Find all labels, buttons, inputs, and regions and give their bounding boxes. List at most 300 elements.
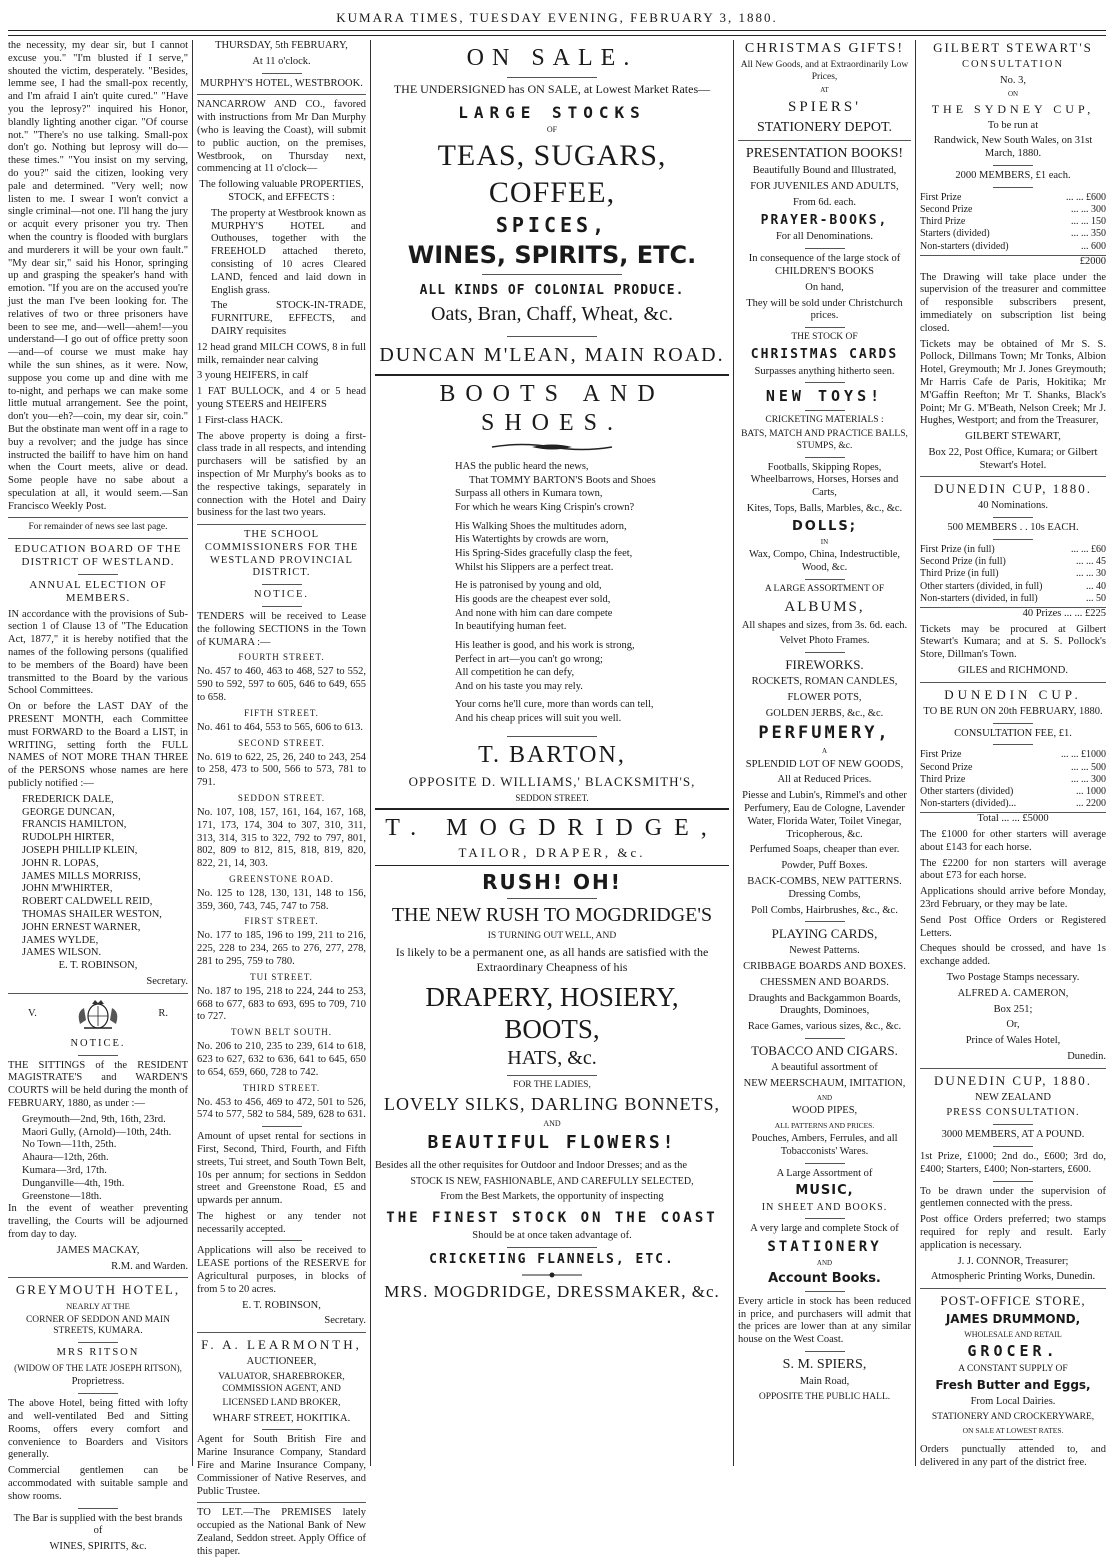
prize-value: ... 1000 bbox=[1076, 785, 1106, 797]
upset-text: Amount of upset rental for sections in First, Second, Third, Fourth, and Fifth streets, Tui street, and South Town Belt, 10s per annum; for sections in Seddon street and Greenstone Road, £5 and upwards per annum. bbox=[197, 1131, 366, 1207]
prize-value: ... ... £1000 bbox=[1061, 749, 1106, 761]
new-toys: NEW TOYS! bbox=[765, 387, 884, 406]
shapes-text: All shapes and sizes, from 3s. 6d. each. bbox=[741, 619, 908, 631]
prize-table bbox=[920, 749, 1106, 810]
prayer-books: PRAYER-BOOKS, bbox=[760, 212, 889, 228]
property-text: The property at Westbrook known as MURPHY'S HOTEL and Outhouses, together with the FREEHOLD attached thereto, consisting of 10 acres Cleared LAND, fenced and laid down in English grass. bbox=[211, 207, 366, 296]
dunedin-cup: DUNEDIN CUP, 1880. bbox=[933, 481, 1093, 497]
poem-line: For which he wears King Crispin's crown? bbox=[455, 502, 635, 514]
school-title: THE SCHOOL COMMISSIONERS FOR THE WESTLAND PROVINCIAL DISTRICT. bbox=[204, 529, 359, 579]
rush-oh: RUSH! OH! bbox=[482, 869, 622, 894]
wines-heading: WINES, SPIRITS, ETC. bbox=[407, 240, 697, 269]
sittings-text: THE SITTINGS of the RESIDENT MAGISTRATE'S and WARDEN'S COURTS will be held during the month of FEBRUARY, 1880, as under :— bbox=[8, 1059, 188, 1109]
prize-value: ... ... 30 bbox=[1076, 568, 1106, 580]
public-hall: OPPOSITE THE PUBLIC HALL. bbox=[758, 1391, 891, 1402]
tailor-draper: TAILOR, DRAPER, &c. bbox=[458, 845, 646, 861]
dolls-heading: DOLLS; bbox=[792, 518, 857, 534]
pouches-text: Pouches, Ambers, Ferrules, and all Tobacconists' Wares. bbox=[751, 1133, 898, 1157]
prize-label: Other starters (divided) bbox=[920, 785, 1014, 797]
prize-label: Non-starters (divided) bbox=[920, 240, 1009, 252]
highest-text: The highest or any tender not necessarily accepted. bbox=[197, 1210, 366, 1235]
bound-text: Beautifully Bound and Illustrated, bbox=[752, 165, 897, 177]
column-1 bbox=[8, 40, 188, 1553]
poem-stanza bbox=[455, 520, 729, 575]
average2-text: The £2200 for non starters will average about £73 for each horse. bbox=[920, 857, 1106, 882]
all-patterns: ALL PATTERNS AND PRICES. bbox=[774, 1120, 875, 1130]
column-5 bbox=[920, 40, 1106, 1469]
prize-value: ... ... 150 bbox=[1071, 216, 1106, 228]
stationery-heading: STATIONERY bbox=[767, 1239, 882, 1256]
press-consultation: PRESS CONSULTATION. bbox=[946, 1107, 1080, 1119]
street-list bbox=[197, 652, 366, 1122]
sold-text: They will be sold under Christchurch prices. bbox=[746, 297, 903, 322]
prince-hotel: Prince of Wales Hotel, bbox=[965, 1035, 1061, 1047]
presentation-books: PRESENTATION BOOKS! bbox=[745, 146, 904, 162]
prize-label: First Prize (in full) bbox=[920, 543, 995, 555]
on-label: ON bbox=[1007, 90, 1019, 99]
stationery-depot: STATIONERY DEPOT. bbox=[757, 120, 892, 136]
spiers-name: SPIERS' bbox=[788, 98, 861, 115]
robinson-title: Secretary. bbox=[324, 1315, 366, 1327]
hotel-body-2: Commercial gentlemen can be accommodated with suitable sample and show rooms. bbox=[8, 1465, 188, 1502]
turning-out: IS TURNING OUT WELL, AND bbox=[487, 930, 617, 941]
undersigned-text: THE UNDERSIGNED has ON SALE, at Lowest Market Rates— bbox=[393, 82, 711, 97]
stock-text: The STOCK-IN-TRADE, FURNITURE, EFFECTS, and DAIRY requisites bbox=[211, 300, 366, 337]
street-name: FIRST STREET. bbox=[244, 916, 319, 927]
poem-line: His leather is good, and his work is strong, bbox=[455, 639, 635, 651]
poem-line: His Spring-Sides gracefully clasp the feet, bbox=[455, 548, 633, 560]
prize-label: First Prize bbox=[920, 749, 962, 761]
poem-stanza bbox=[455, 698, 729, 725]
likely-text: Is likely to be a permanent one, as all hands are satisfied with the Extraordinary Cheapness of his bbox=[395, 945, 709, 974]
poem-line: His Watertights by crowds are worn, bbox=[455, 534, 609, 546]
soap-text: Perfumed Soaps, cheaper than ever. bbox=[749, 844, 900, 856]
drawing-text: The Drawing will take place under the supervision of the treasurer and committee of responsible subscribers present, immediately on subscription list being closed. bbox=[920, 271, 1106, 334]
lowest-rates: ON SALE AT LOWEST RATES. bbox=[962, 1426, 1064, 1436]
oats-heading: Oats, Bran, Chaff, Wheat, &c. bbox=[431, 302, 673, 325]
boots-heading: BOOTS AND SHOES. bbox=[439, 380, 665, 436]
in-label: IN bbox=[820, 537, 829, 546]
chessmen-text: CHESSMEN AND BOARDS. bbox=[760, 976, 889, 988]
seddon-street: SEDDON STREET. bbox=[515, 792, 589, 803]
connor-name: J. J. CONNOR, Treasurer; bbox=[957, 1255, 1069, 1267]
every-article: Every article in stock has been reduced in price, and purchasers will admit that the prices are lower than at any similar house on the West Coast. bbox=[738, 1295, 911, 1346]
stamps-text: Two Postage Stamps necessary. bbox=[946, 972, 1080, 984]
tickets2-text: Tickets may be procured at Gilbert Stewart's Kumara; and at S. S. Pollock's Store, Dillman's Town. bbox=[920, 623, 1106, 661]
hack-text: 1 First-class HACK. bbox=[197, 414, 284, 426]
street-name: THIRD STREET. bbox=[242, 1082, 321, 1093]
box251: Box 251; bbox=[993, 1003, 1033, 1015]
consultation-fee: CONSULTATION FEE, £1. bbox=[954, 727, 1072, 739]
table-row bbox=[920, 774, 1106, 786]
or-label: Or, bbox=[1006, 1019, 1020, 1031]
to-let-text: TO LET.—The PREMISES lately occupied as the National Bank of New Zealand, Seddon street. Apply Office of this paper. bbox=[197, 1507, 366, 1557]
butter-eggs: Fresh Butter and Eggs, bbox=[935, 1378, 1091, 1393]
ornament-icon bbox=[492, 442, 612, 452]
court-places bbox=[8, 1114, 188, 1204]
learmonth-name: F. A. LEARMONTH, bbox=[201, 1337, 362, 1353]
poem-line: Your corns he'll cure, more than words can tell, bbox=[455, 699, 654, 711]
cricketing-flannels: CRICKETING FLANNELS, ETC. bbox=[429, 1251, 675, 1267]
grocer-heading: GROCER. bbox=[967, 1342, 1059, 1361]
robinson-name: E. T. ROBINSON, bbox=[242, 1299, 321, 1311]
nz-label: NEW ZEALAND bbox=[975, 1091, 1051, 1103]
dunedin-cup-3: DUNEDIN CUP, 1880. bbox=[933, 1072, 1093, 1088]
street-sections: No. 453 to 456, 469 to 472, 501 to 526, 574 to 577, 582 to 584, 589, 628 to 631. bbox=[197, 1096, 366, 1121]
cricketing-materials: CRICKETING MATERIALS : bbox=[765, 414, 884, 425]
teas-heading: TEAS, SUGARS, COFFEE, bbox=[437, 139, 667, 209]
poem bbox=[375, 460, 729, 726]
prize-value: ... 2200 bbox=[1076, 798, 1106, 810]
notice-heading: NOTICE. bbox=[70, 1037, 126, 1049]
meerschaum-text: NEW MEERSCHAUM, IMITATION, bbox=[743, 1077, 906, 1089]
auctioneer: AUCTIONEER, bbox=[246, 1356, 317, 1368]
prize-total: £2000 bbox=[920, 255, 1106, 269]
table-row bbox=[920, 762, 1106, 774]
table-row bbox=[920, 228, 1106, 240]
assortment-text: A LARGE ASSORTMENT OF bbox=[764, 583, 885, 594]
education-signature-title: Secretary. bbox=[146, 976, 188, 987]
following-text: The following valuable PROPERTIES, STOCK, and EFFECTS : bbox=[199, 179, 364, 203]
ritson-widow: (WIDOW OF THE LATE JOSEPH RITSON), bbox=[14, 1362, 182, 1373]
sheet-books: IN SHEET AND BOOKS. bbox=[761, 1202, 888, 1214]
candidate-list bbox=[8, 794, 188, 960]
run-at: To be run at bbox=[987, 119, 1039, 131]
no3: No. 3, bbox=[1000, 74, 1026, 86]
randwick: Randwick, New South Wales, on 31st March, 1880. bbox=[933, 135, 1093, 160]
list-item: FRANCIS HAMILTON, bbox=[22, 819, 127, 831]
street-sections: No. 177 to 185, 196 to 199, 211 to 216, 225, 228 to 234, 265 to 276, 277, 278, 281 to 295, 759 to 780. bbox=[197, 930, 366, 968]
all-new: All New Goods, and at Extraordinarily Low Prices, bbox=[740, 60, 909, 82]
velvet-text: Velvet Photo Frames. bbox=[779, 635, 870, 647]
james-drummond: JAMES DRUMMOND, bbox=[945, 1312, 1081, 1327]
table-row bbox=[920, 798, 1106, 810]
prize-total-3: Total ... ... £5000 bbox=[920, 812, 1106, 826]
poem-stanza bbox=[455, 639, 729, 694]
prize-value: ... ... 500 bbox=[1071, 761, 1106, 773]
cheques-text: Cheques should be crossed, and have 1s exchange added. bbox=[920, 943, 1106, 968]
orders-text: Orders punctually attended to, and delivered in any part of the district free. bbox=[920, 1444, 1106, 1469]
silks-bonnets: LOVELY SILKS, DARLING BONNETS, bbox=[383, 1094, 721, 1115]
surpasses: Surpasses anything hitherto seen. bbox=[754, 365, 895, 377]
prize-table bbox=[920, 192, 1106, 253]
stock-new-text: STOCK IS NEW, FASHIONABLE, AND CAREFULLY SELECTED, bbox=[410, 1175, 694, 1187]
constant-supply: A CONSTANT SUPPLY OF bbox=[958, 1363, 1068, 1374]
royal-crest-icon bbox=[70, 998, 126, 1032]
prize-value: ... ... 350 bbox=[1071, 228, 1106, 240]
street-sections: No. 206 to 210, 235 to 239, 614 to 618, 623 to 627, 632 to 636, 641 to 645, 650 to 654, 659, 660, 728 to 742. bbox=[197, 1041, 366, 1078]
forty-prizes: 40 Prizes ... ... £225 bbox=[920, 607, 1106, 621]
poem-line: Surpass all others in Kumara town, bbox=[455, 488, 603, 500]
tickets-text: Tickets may be obtained of Mr S. S. Pollock, Dillmans Town; Mr Tonks, Albion Hotel, Greymouth; Mr J. Jones Greymouth; Mr Harris Cafe de Paris, Hokitika; Mr M'Gaffin Reefton; Mr T. Shanks, Black's Point; Mr G. M'Beath, Nelson Creek; Mr J. Hughes, Westport; and from the Treasurer, bbox=[920, 338, 1106, 427]
large-assortment: A Large Assortment of bbox=[776, 1167, 873, 1179]
street-name: SECOND STREET. bbox=[238, 737, 325, 748]
drapery-heading: DRAPERY, HOSIERY, BOOTS, bbox=[425, 981, 679, 1045]
list-item: Dunganville—4th, 19th. bbox=[22, 1177, 125, 1189]
poem-line: Perfect in art—you can't go wrong; bbox=[455, 653, 603, 665]
hotel-title: GREYMOUTH HOTEL, bbox=[15, 1282, 181, 1298]
prize-value: ... 600 bbox=[1081, 240, 1106, 252]
ritson-name: MRS RITSON bbox=[56, 1346, 140, 1358]
beautiful-text: A beautiful assortment of bbox=[771, 1061, 878, 1073]
prize-label: Starters (divided) bbox=[920, 228, 990, 240]
prize-label: Second Prize (in full) bbox=[920, 556, 1006, 568]
column-4 bbox=[738, 40, 911, 1466]
sm-spiers: S. M. SPIERS, bbox=[782, 1356, 867, 1372]
tenders-text: TENDERS will be received to Lease the following SECTIONS in the Town of KUMARA :— bbox=[197, 611, 366, 648]
masthead-rule bbox=[8, 30, 1106, 31]
markets-text: From the Best Markets, the opportunity of inspecting bbox=[440, 1191, 664, 1203]
poem-stanza bbox=[455, 579, 729, 634]
prize-value: ... ... 300 bbox=[1071, 773, 1106, 785]
albums-heading: ALBUMS, bbox=[784, 599, 865, 616]
list-item: JOHN R. LOPAS, bbox=[22, 857, 99, 869]
playing-cards: PLAYING CARDS, bbox=[771, 926, 878, 942]
hotel-near: NEARLY AT THE bbox=[66, 1301, 130, 1312]
remainder-note: For remainder of news see last page. bbox=[28, 522, 168, 533]
pots-text: FLOWER POTS, bbox=[787, 691, 862, 703]
hotel-corner: CORNER OF SEDDON AND MAIN STREETS, KUMARA. bbox=[25, 1314, 171, 1337]
prize-table bbox=[920, 544, 1106, 605]
poem-line: In beautifying human feet. bbox=[455, 621, 567, 633]
street-name: TOWN BELT SOUTH. bbox=[230, 1027, 333, 1038]
consequence-text: In consequence of the large stock of CHILDREN'S BOOKS bbox=[748, 253, 901, 278]
wharf-street: WHARF STREET, HOKITIKA. bbox=[212, 1412, 351, 1424]
street-name: SEDDON STREET. bbox=[237, 792, 326, 803]
table-row bbox=[920, 568, 1106, 580]
list-item: Greymouth—2nd, 9th, 16th, 23rd. bbox=[22, 1113, 166, 1125]
poem-line: All competition he can defy, bbox=[455, 667, 575, 679]
poll-text: Poll Combs, Hairbrushes, &c., &c. bbox=[751, 904, 898, 916]
new-rush: THE NEW RUSH TO MOGDRIDGE'S bbox=[391, 904, 713, 927]
and-label-2: AND bbox=[816, 1093, 833, 1102]
prize-label: Second Prize bbox=[920, 761, 973, 773]
list-item: GEORGE DUNCAN, bbox=[22, 806, 115, 818]
education-body: IN accordance with the provisions of Sub-section 1 of Clause 13 of "The Education Act, 1877," it is hereby notified that the names of the following persons (qualified to be members of the Board) have been transmitted to the Board by the various School Committees. bbox=[8, 608, 188, 697]
auction-date: THURSDAY, 5th FEBRUARY, bbox=[215, 40, 348, 51]
cows-text: 12 head grand MILCH COWS, 8 in full milk, remainder near calving bbox=[197, 341, 366, 366]
dressmaker: MRS. MOGDRIDGE, DRESSMAKER, &c. bbox=[384, 1281, 720, 1301]
column-2 bbox=[197, 40, 366, 1557]
members-500: 500 MEMBERS . . 10s EACH. bbox=[947, 522, 1079, 534]
list-item: Ahaura—12th, 26th. bbox=[22, 1152, 109, 1164]
agent-text: Agent for South British Fire and Marine Insurance Company, Standard Fire and Marine Insurance Company, Commissioner of Native Reserves, and Public Trustee. bbox=[197, 1434, 366, 1497]
column-divider bbox=[733, 40, 734, 1466]
to-be-run: TO BE RUN ON 20th FEBRUARY, 1880. bbox=[923, 705, 1103, 717]
column-divider bbox=[915, 40, 916, 1466]
christmas-cards: CHRISTMAS CARDS bbox=[750, 346, 899, 362]
postoffice-text: Post office Orders preferred; two stamps required for reply and result. Early application is necessary. bbox=[920, 1214, 1106, 1251]
story-text: the necessity, my dear sir, but I cannot excuse you." "I'm blusted if I serve," shouted the victim, desperately. "Besides, lemme see, I had the small-pox recently, and I'm afraid I ain't quite cured." "Have you the leprosy?" inquired his Honor, blandly lighting another cigar. "Of course not." "There's no use talking. Small-pox don't go. Nothing but leprosy will do—these times." "You insist on my serving, do you?" said the citizen, looking very pale and determined. "Very well; now listen to me. I swear I won't convict a single criminal—not one. I'll hang the jury or acquit every prisoner you try. Then when the country is flooded with burglars and murderers it will be your own fault." "My dear sir," said his Honor, springing up and grasping the speaker's hand with emotion. "If you are on the accused you're just the man I've been looking for. The relatives of two or three prisoners have been to see me, and—well—ahem!—you understand—I go out of office pretty soon—and—of course we must make hay while the sun shines, as it were. Now, suppose you come up and dine with me to-night, and perhaps we can make some little mutual arrangement. See the point, don't you—eh?—coin, my dear sir, coin." But the obstinate man went off in a rage to buy a revolver; and the judge has since instructed the bailiff to have him on hand when the Court meets, alive or dead. Some people have no sabe about a speculation at all, it would seem.—San Francisco Weekly Post. bbox=[8, 40, 188, 512]
auction-time: At 11 o'clock. bbox=[252, 55, 311, 67]
prize-value: ... ... £600 bbox=[1066, 191, 1106, 203]
poem-line: His goods are the cheapest ever sold, bbox=[455, 593, 611, 605]
and-label-3: AND bbox=[816, 1259, 833, 1268]
education-signature: E. T. ROBINSON, bbox=[58, 960, 138, 972]
rockets-text: ROCKETS, ROMAN CANDLES, bbox=[751, 676, 898, 688]
race-text: Race Games, various sizes, &c., &c. bbox=[747, 1021, 902, 1033]
bar-text: The Bar is supplied with the best brands of bbox=[13, 1512, 183, 1537]
table-row bbox=[920, 556, 1106, 568]
complete-text: A very large and complete Stock of bbox=[750, 1223, 899, 1235]
footballs-text: Footballs, Skipping Ropes, Wheelbarrows, Horses, Horses and Carts, bbox=[750, 461, 899, 499]
column-divider bbox=[192, 40, 193, 1466]
fireworks-heading: FIREWORKS. bbox=[785, 657, 864, 673]
on-hand: On hand, bbox=[805, 281, 844, 293]
poem-line: And on his taste you may rely. bbox=[455, 680, 583, 692]
spices-heading: SPICES, bbox=[495, 213, 609, 238]
prize-label: First Prize bbox=[920, 191, 962, 203]
licensed: LICENSED LAND BROKER, bbox=[222, 1398, 341, 1409]
list-item: ROBERT CALDWELL REID, bbox=[22, 896, 153, 908]
list-item: RUDOLPH HIRTER, bbox=[22, 832, 115, 844]
vr-r: R. bbox=[158, 1007, 168, 1019]
list-item: JOHN M'WHIRTER, bbox=[22, 883, 113, 895]
prize-label: Third Prize bbox=[920, 773, 966, 785]
barton-name: T. BARTON, bbox=[478, 741, 626, 768]
atmospheric: Atmospheric Printing Works, Dunedin. bbox=[930, 1271, 1096, 1283]
stock-of: THE STOCK OF bbox=[791, 332, 858, 343]
hotel-body: The above Hotel, being fitted with lofty and well-ventilated Bed and Sitting Rooms, offers every comfort and convenience to Boarders and Visitors generally. bbox=[8, 1398, 188, 1461]
nancarrow-text: NANCARROW AND CO., favored with instructions from Mr Dan Murphy (who is leaving the Coast), will submit to public auction, on the premises, Westbrook, on Thursday next, commencing at 11 o'clock— bbox=[197, 99, 366, 175]
table-row bbox=[920, 749, 1106, 761]
list-item: No Town—11th, 25th. bbox=[22, 1139, 117, 1151]
tobacco-heading: TOBACCO AND CIGARS. bbox=[751, 1043, 898, 1059]
list-item: JAMES MILLS MORRISS, bbox=[22, 870, 141, 882]
street-sections: No. 107, 108, 157, 161, 164, 167, 168, 171, 173, 174, 304 to 307, 310, 311, 313, 314, 315 to 322, 792 to 797, 801, 802, 809 to 812, 815, 818, 819, 820, 822, 21, 14, 303. bbox=[197, 806, 366, 870]
for-ladies: FOR THE LADIES, bbox=[513, 1079, 591, 1090]
arrive-text: Applications should arrive before Monday, 23rd February, or they may be late. bbox=[920, 886, 1106, 911]
prize-value: ... 50 bbox=[1086, 592, 1106, 604]
street-sections: No. 457 to 460, 463 to 468, 527 to 552, 590 to 592, 597 to 605, 646 to 649, 655 to 658. bbox=[197, 666, 366, 704]
colonial-produce: ALL KINDS OF COLONIAL PRODUCE. bbox=[419, 283, 685, 298]
table-row bbox=[920, 544, 1106, 556]
dunedin-label: Dunedin. bbox=[1067, 1051, 1106, 1062]
column-3 bbox=[375, 40, 729, 1466]
poem-line: Whilst his Slippers are a perfect treat. bbox=[455, 561, 614, 573]
street-name: GREENSTONE ROAD. bbox=[229, 873, 334, 884]
list-item: JOHN ERNEST WARNER, bbox=[22, 921, 141, 933]
main-road: Main Road, bbox=[799, 1375, 850, 1387]
education-subtitle: ANNUAL ELECTION OF MEMBERS. bbox=[29, 578, 167, 605]
column-divider bbox=[370, 40, 371, 1466]
finest-stock: THE FINEST STOCK ON THE COAST bbox=[386, 1209, 718, 1226]
bats-text: BATS, MATCH AND PRACTICE BALLS, STUMPS, &c. bbox=[741, 429, 908, 451]
poem-line: And his cheap prices will suit you well. bbox=[455, 713, 622, 725]
notice-heading-2: NOTICE. bbox=[253, 589, 310, 601]
prize-value: ... 40 bbox=[1086, 580, 1106, 592]
crockery-text: STATIONERY AND CROCKERYWARE, bbox=[931, 1411, 1095, 1422]
piesse-text: Piesse and Lubin's, Rimmel's and other Perfumery, Eau de Cologne, Lavender Water, Florida Water, Toilet Vinegar, Tricopherous, &c. bbox=[742, 790, 907, 840]
dunedin-cup-2: DUNEDIN CUP. bbox=[944, 686, 1082, 702]
drawn-text: To be drawn under the supervision of gentlemen connected with the press. bbox=[920, 1185, 1106, 1210]
list-item: Maori Gully, (Arnold)—10th, 24th. bbox=[22, 1126, 172, 1138]
prize-label: Third Prize bbox=[920, 216, 966, 228]
jerbs-text: GOLDEN JERBS, &c., &c. bbox=[765, 707, 884, 719]
prize-label: Third Prize (in full) bbox=[920, 568, 999, 580]
prize-label: Non-starters (divided, in full) bbox=[920, 592, 1038, 604]
table-row bbox=[920, 593, 1106, 605]
street-sections: No. 619 to 622, 25, 26, 240 to 243, 254 to 258, 473 to 500, 566 to 573, 781 to 791. bbox=[197, 751, 366, 789]
weather-text: In the event of weather preventing travelling, the Courts will be adjourned from day to day. bbox=[8, 1203, 188, 1240]
above-text: The above property is doing a first-class trade in all respects, and intending purchasers will be satisfied by an inspection of Mr Murphy's books as to the respective takings, separately in connection with the Hotel and Dairy business for the last two years. bbox=[197, 430, 366, 519]
account-books: Account Books. bbox=[768, 1270, 881, 1286]
table-row bbox=[920, 192, 1106, 204]
box22-text: Box 22, Post Office, Kumara; or Gilbert Stewart's Hotel. bbox=[928, 446, 1098, 471]
prize-label: Second Prize bbox=[920, 203, 973, 215]
gs-name: GILBERT STEWART, bbox=[965, 431, 1061, 443]
wood-pipes: WOOD PIPES, bbox=[791, 1105, 858, 1117]
poem-line: And none with him can dare compete bbox=[455, 607, 613, 619]
vr-v: V. bbox=[28, 1007, 37, 1019]
should-text: Should be at once taken advantage of. bbox=[472, 1229, 632, 1241]
masthead: KUMARA TIMES, TUESDAY EVENING, FEBRUARY 3, 1880. bbox=[336, 10, 778, 25]
besides-text: Besides all the other requisites for Outdoor and Indoor Dresses; and as the bbox=[375, 1160, 688, 1172]
table-row bbox=[920, 786, 1106, 798]
street-sections: No. 461 to 464, 553 to 565, 606 to 613. bbox=[197, 721, 363, 733]
beautiful-flowers: BEAUTIFUL FLOWERS! bbox=[427, 1132, 677, 1154]
auction-hotel: MURPHY'S HOTEL, WESTBROOK. bbox=[200, 77, 363, 89]
reduced-text: All at Reduced Prices. bbox=[777, 774, 872, 786]
wax-text: Wax, Compo, China, Indestructible, Wood, &c. bbox=[748, 549, 901, 573]
table-row bbox=[920, 581, 1106, 593]
on-sale-heading: ON SALE. bbox=[466, 45, 638, 71]
perfumery-heading: PERFUMERY, bbox=[758, 723, 891, 744]
poem-line: That TOMMY BARTON'S Boots and Shoes bbox=[469, 474, 656, 486]
bullock-text: 1 FAT BULLOCK, and 4 or 5 head young STEERS and HEIFERS bbox=[197, 386, 366, 410]
street-name: TUI STREET. bbox=[250, 971, 313, 982]
send-text: Send Post Office Orders or Registered Letters. bbox=[920, 914, 1106, 939]
education-body-2: On or before the LAST DAY of the PRESENT MONTH, each Committee must FORWARD to the Board a LIST, in WRITING, setting forth the FULL NAMES of NOT MORE THAN THREE of the PERSONS whose names are here publicly notified :— bbox=[8, 701, 188, 790]
applications-text: Applications will also be received to LEASE portions of the RESERVE for Agricultural purposes, in blocks of from 5 to 20 acres. bbox=[197, 1245, 366, 1295]
list-item: Kumara—3rd, 17th. bbox=[22, 1164, 107, 1176]
juveniles-text: FOR JUVENILES AND ADULTS, bbox=[750, 181, 899, 193]
prize-value: ... ... £60 bbox=[1071, 543, 1106, 555]
members-2000: 2000 MEMBERS, £1 each. bbox=[955, 170, 1071, 181]
royal-crest-block bbox=[8, 998, 188, 1038]
gilbert-stewart: GILBERT STEWART'S bbox=[933, 40, 1093, 55]
wholesale-retail: WHOLESALE AND RETAIL bbox=[964, 1329, 1062, 1339]
prize-value: ... ... 300 bbox=[1071, 203, 1106, 215]
prizes4-text: 1st Prize, £1000; 2nd do., £600; 3rd do, £400; Starters, £400; Non-starters, £600. bbox=[920, 1151, 1106, 1175]
prize-value: ... ... 45 bbox=[1076, 556, 1106, 568]
table-row bbox=[920, 204, 1106, 216]
list-item: JAMES WYLDE, bbox=[22, 934, 99, 946]
opposite-text: OPPOSITE D. WILLIAMS,' BLACKSMITH'S, bbox=[408, 773, 696, 789]
nominations: 40 Nominations. bbox=[978, 500, 1048, 512]
kites-text: Kites, Tops, Balls, Marbles, &c., &c. bbox=[746, 502, 903, 514]
christmas-gifts: CHRISTMAS GIFTS! bbox=[744, 41, 905, 56]
bar-text-2: WINES, SPIRITS, &c. bbox=[49, 1541, 147, 1553]
ornament-icon bbox=[522, 1272, 582, 1278]
street-name: FIFTH STREET. bbox=[244, 707, 319, 718]
valuator: VALUATOR, SHAREBROKER, COMMISSION AGENT, AND bbox=[218, 1371, 345, 1394]
hats-heading: HATS, &c. bbox=[507, 1047, 597, 1070]
street-name: FOURTH STREET. bbox=[238, 652, 325, 663]
of-label: OF bbox=[546, 125, 558, 135]
street-sections: No. 125 to 128, 130, 131, 148 to 156, 359, 360, 743, 745, 747 to 758. bbox=[197, 887, 366, 912]
a-label: A bbox=[821, 747, 828, 756]
splendid-text: SPLENDID LOT OF NEW GOODS, bbox=[745, 758, 904, 770]
mogdridge-name: T. MOGDRIDGE, bbox=[385, 814, 719, 841]
consultation-label: CONSULTATION bbox=[961, 58, 1065, 70]
list-item: Greenstone—18th. bbox=[22, 1190, 102, 1202]
list-item: FREDERICK DALE, bbox=[22, 793, 114, 805]
poem-line: His Walking Shoes the multitudes adorn, bbox=[455, 520, 627, 532]
list-item: THOMAS SHAILER WESTON, bbox=[22, 909, 162, 921]
newest-patterns: Newest Patterns. bbox=[789, 945, 860, 957]
prize-label: Non-starters (divided)... bbox=[920, 798, 1017, 810]
